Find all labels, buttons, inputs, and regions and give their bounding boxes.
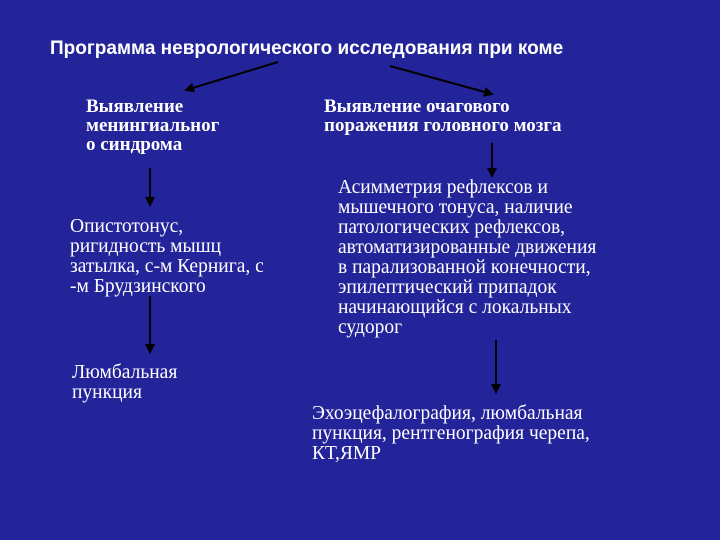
focal-symptoms-text: Асимметрия рефлексов и мышечного тонуса, наличие патологических рефлексов, автоматизированные движения в парализованной конечности, эпилептический припадок начинающийся с локальных судорог xyxy=(338,177,597,338)
diagnostic-methods-text: Эхоэцефалография, люмбальная пункция, рентгенография черепа, КТ,ЯМР xyxy=(312,403,590,464)
lumbar-puncture-text: Люмбальная пункция xyxy=(72,362,178,403)
slide-title: Программа неврологического исследования при коме xyxy=(50,38,564,59)
meningeal-syndrome-heading: Выявление менингиальног о синдрома xyxy=(86,96,220,155)
focal-lesion-heading: Выявление очагового поражения головного мозга xyxy=(324,96,562,136)
meningeal-symptoms-text: Опистотонус, ригидность мышц затылка, с-м Кернига, с -м Брудзинского xyxy=(70,216,264,297)
arrow-title-to-right-heading xyxy=(390,66,492,94)
arrow-title-to-left-heading xyxy=(186,62,278,90)
